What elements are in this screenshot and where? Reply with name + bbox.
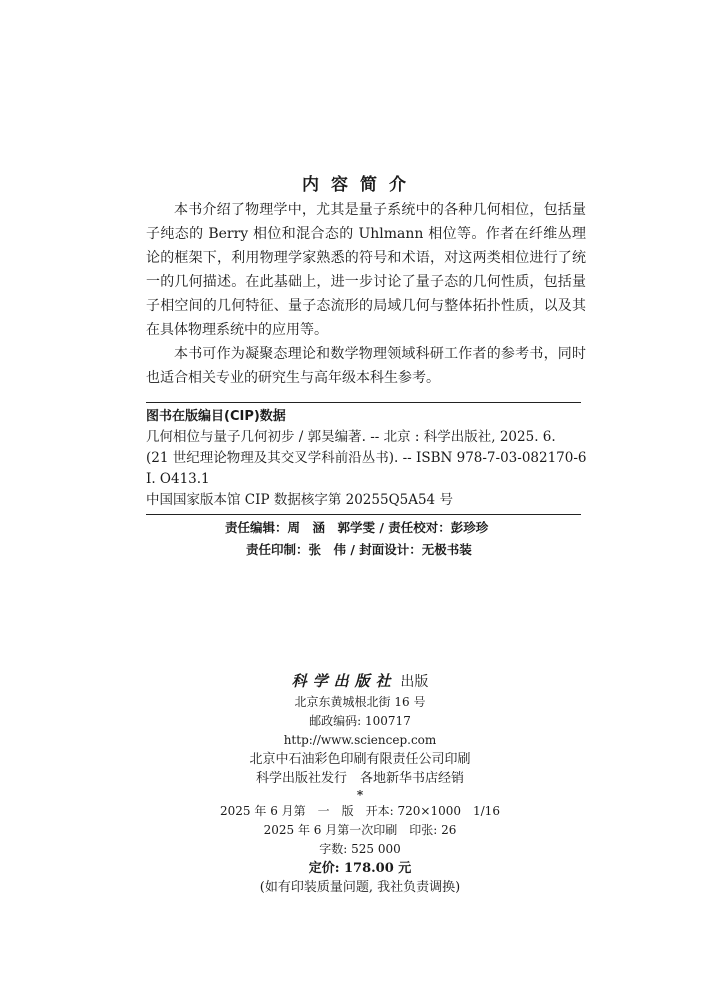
imprint-url: http://www.sciencep.com	[283, 733, 437, 747]
cip-top-rule	[146, 402, 581, 403]
credits-line-2: 责任印制：张 伟 / 封面设计：无极书装	[246, 542, 472, 557]
publisher-line	[0, 670, 720, 693]
publisher-logo: 科学出版社	[291, 672, 397, 690]
credits-line-1: 责任编辑：周 涵 郭学雯 / 责任校对：彭珍珍	[225, 520, 489, 535]
imprint-price: 定价: 178.00 元	[308, 861, 412, 876]
cip-line-class: Ⅰ. O413.1	[146, 471, 210, 487]
cip-bottom-rule	[146, 514, 581, 515]
imprint-edition: 2025 年 6 月第 一 版 开本: 720×1000 1/16	[220, 804, 500, 818]
imprint-address: 北京东黄城根北街 16 号	[294, 695, 426, 709]
cip-line-title: 几何相位与量子几何初步 / 郭昊编著. -- 北京 : 科学出版社, 2025. 6.	[146, 429, 556, 445]
imprint-printer: 北京中石油彩色印刷有限责任公司印刷	[249, 752, 471, 767]
imprint-postcode: 邮政编码: 100717	[309, 714, 411, 728]
imprint-block	[0, 670, 720, 897]
imprint-notice: (如有印装质量问题, 我社负责调换)	[259, 880, 461, 895]
cip-block	[146, 406, 596, 511]
summary-paragraph-1: 本书介绍了物理学中，尤其是量子系统中的各种几何相位，包括量子纯态的 Berry 相位和混合态的 Uhlmann 相位等。作者在纤维丛理论的框架下，利用物理学家熟悉的符号和术语，对这两类相位进行了统一的几何描述。在此基础上，进一步讨论了量子态的几何性质，包括量子相空间的几何特征、量子态流形的局域几何与整体拓扑性质，以及其在具体物理系统中的应用等。	[146, 202, 586, 338]
cip-line-number: 中国国家版本馆 CIP 数据核字第 20255Q5A54 号	[146, 492, 453, 508]
imprint-distribution: 科学出版社发行 各地新华书店经销	[255, 771, 464, 786]
imprint-word-count: 字数: 525 000	[319, 842, 401, 856]
imprint-printing: 2025 年 6 月第一次印刷 印张: 26	[263, 823, 457, 837]
cip-heading: 图书在版编目(CIP)数据	[146, 409, 286, 424]
summary-title: 内容简介	[302, 175, 418, 195]
imprint-star: *	[356, 788, 364, 802]
summary-body	[146, 198, 586, 390]
summary-paragraph-2: 本书可作为凝聚态理论和数学物理领域科研工作者的参考书，同时也适合相关专业的研究生与高年级本科生参考。	[146, 346, 586, 386]
publisher-suffix: 出版	[400, 674, 429, 690]
cip-line-series: (21 世纪理论物理及其交叉学科前沿丛书). -- ISBN 978-7-03-082170-6	[146, 450, 587, 466]
